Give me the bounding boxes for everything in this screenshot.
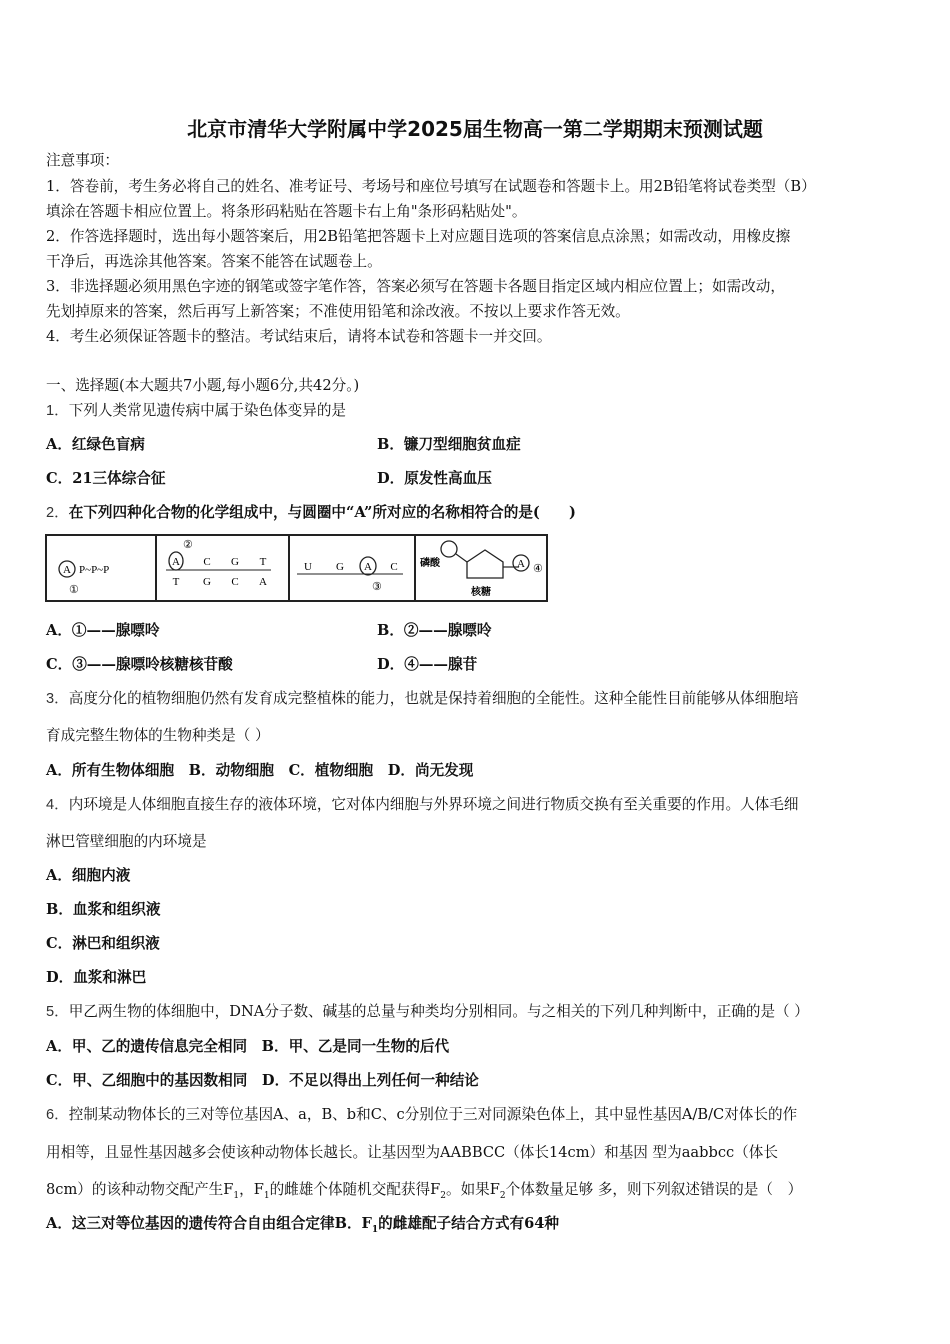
q2-option-a: A．①——腺嘌呤 xyxy=(46,622,160,639)
q4-option-a: A．细胞内液 xyxy=(46,867,131,884)
ribose-pentagon xyxy=(467,550,503,578)
note-2-line-2: 干净后，再选涂其他答案。答案不能答在试题卷上。 xyxy=(46,253,382,270)
dna-bottom-1: T xyxy=(172,576,180,588)
question-6-stem-2: 用相等，且显性基因越多会使该种动物体长越长。让基因型为AABBCC（体长14cm）和基因 型为aabbcc（体长 xyxy=(46,1144,778,1161)
q4-option-b: B．血浆和组织液 xyxy=(46,901,161,918)
question-6-stem-3 xyxy=(46,1180,916,1206)
q6-option-ab xyxy=(46,1214,916,1240)
note-3-line-2: 先划掉原来的答案，然后再写上新答案；不准使用铅笔和涂改液。不按以上要求作答无效。 xyxy=(46,303,630,320)
mark-4: ④ xyxy=(533,562,543,575)
question-3-text-1: 高度分化的植物细胞仍然有发育成完整植株的能力，也就是保持着细胞的全能性。这种全能性目前能够从体细胞培 xyxy=(68,690,799,707)
q1-option-d: D．原发性高血压 xyxy=(377,470,492,487)
q6-s3c: 的雌雄个体随机交配获得F xyxy=(269,1181,441,1198)
atp-phosphates: P~P~P xyxy=(79,564,110,576)
dna-bottom-4: A xyxy=(259,576,267,588)
rna-1: U xyxy=(304,561,312,573)
q6-s3b: ，F xyxy=(239,1181,264,1198)
q4-option-c: C．淋巴和组织液 xyxy=(46,935,160,952)
q6-sub-a: 1 xyxy=(233,1190,240,1201)
question-6-number: 6． xyxy=(46,1107,69,1123)
note-2-line-1: 2．作答选择题时，选出每小题答案后，用2B铅笔把答题卡上对应题目选项的答案信息点涂黑；如需改动，用橡皮擦 xyxy=(46,228,791,245)
question-1-text: 下列人类常见遗传病中属于染色体变异的是 xyxy=(68,402,347,419)
q6-sub-c: 2 xyxy=(440,1190,446,1201)
q2-option-b: B．②——腺嘌呤 xyxy=(377,622,492,639)
mark-1: ① xyxy=(69,583,79,596)
q6-s3d: 。如果F xyxy=(445,1181,500,1198)
dna-bottom-3: C xyxy=(231,576,239,588)
question-4-number: 4． xyxy=(46,797,69,813)
question-4-stem-1 xyxy=(46,795,916,815)
question-1-number: 1． xyxy=(46,403,69,419)
dna-bottom-2: G xyxy=(203,576,211,588)
phosphate-circle xyxy=(441,541,457,557)
question-5-stem xyxy=(46,1002,916,1022)
question-5-text: 甲乙两生物的体细胞中，DNA分子数、碱基的总量与种类均分别相同。与之相关的下列几种判断中，正确的是（ ） xyxy=(68,1003,809,1020)
note-1-line-1: 1．答卷前，考生务必将自己的姓名、准考证号、考场号和座位号填写在试题卷和答题卡上。用2B铅笔将试卷类型（B） xyxy=(46,178,816,195)
page-title: 北京市清华大学附属中学2025届生物高一第二学期期末预测试题 xyxy=(187,117,763,141)
base-letter: A xyxy=(517,558,525,570)
question-3-number: 3． xyxy=(46,691,69,707)
q6-option-b: 的雌雄配子结合方式有64种 xyxy=(378,1215,560,1232)
dna-top-2: C xyxy=(203,556,211,568)
q2-option-d: D．④——腺苷 xyxy=(377,656,478,673)
mark-2: ② xyxy=(183,538,193,551)
q2-option-c: C．③——腺嘌呤核糖核苷酸 xyxy=(46,656,233,673)
atp-circle-letter: A xyxy=(63,564,71,576)
question-1-stem xyxy=(46,401,916,421)
section-heading: 一、选择题(本大题共7小题,每小题6分,共42分。) xyxy=(46,377,360,394)
rna-3: A xyxy=(364,561,372,573)
ribose-label: 核糖 xyxy=(471,587,491,598)
q6-sub-d: 2 xyxy=(499,1190,506,1201)
phosphate-bond xyxy=(456,554,467,562)
dna-top-1: A xyxy=(172,556,180,568)
q6-sub-e: 1 xyxy=(371,1224,379,1235)
notes-heading: 注意事项： xyxy=(46,152,119,169)
note-3-line-1: 3．非选择题必须用黑色字迹的钢笔或签字笔作答，答案必须写在答题卡各题目指定区域内相应位置上；如需改动， xyxy=(46,278,785,295)
dna-top-3: G xyxy=(231,556,239,568)
dna-top-4: T xyxy=(259,556,267,568)
question-2-number: 2． xyxy=(46,505,69,521)
phosphate-label: 磷酸 xyxy=(420,558,440,569)
question-6-text-1: 控制某动物体长的三对等位基因A、a，B、b和C、c分别位于三对同源染色体上，其中显性基因A/B/C对体长的作 xyxy=(68,1106,798,1123)
note-4: 4．考生必须保证答题卡的整洁。考试结束后，请将本试卷和答题卡一并交回。 xyxy=(46,328,552,345)
rna-2: G xyxy=(336,561,344,573)
question-2-stem xyxy=(46,503,916,523)
question-3-stem-1 xyxy=(46,689,916,709)
q1-option-c: C．21三体综合征 xyxy=(46,470,166,487)
q5-options-cd: C．甲、乙细胞中的基因数相同 D．不足以得出上列任何一种结论 xyxy=(46,1072,479,1089)
q6-sub-b: 1 xyxy=(263,1190,270,1201)
note-1-line-2: 填涂在答题卡相应位置上。将条形码粘贴在答题卡右上角"条形码粘贴处"。 xyxy=(46,203,527,220)
q1-option-b: B．镰刀型细胞贫血症 xyxy=(377,436,521,453)
question-4-text-1: 内环境是人体细胞直接生存的液体环境，它对体内细胞与外界环境之间进行物质交换有至关重要的作用。人体毛细 xyxy=(68,796,799,813)
question-4-stem-2: 淋巴管壁细胞的内环境是 xyxy=(46,833,207,850)
q2-compound-figure xyxy=(45,534,548,602)
q6-option-a: A．这三对等位基因的遗传符合自由组合定律B．F xyxy=(46,1215,372,1232)
q5-options-ab: A．甲、乙的遗传信息完全相同 B．甲、乙是同一生物的后代 xyxy=(46,1038,450,1055)
q6-s3a: 8cm）的该种动物交配产生F xyxy=(46,1181,234,1198)
mark-3: ③ xyxy=(372,580,382,593)
rna-4: C xyxy=(390,561,398,573)
q3-options: A．所有生物体细胞 B．动物细胞 C．植物细胞 D．尚无发现 xyxy=(46,762,474,779)
question-2-text: 在下列四种化合物的化学组成中，与圆圈中“A”所对应的名称相符合的是( ) xyxy=(68,504,576,521)
question-6-stem-1 xyxy=(46,1105,916,1125)
q6-s3e: 个体数量足够 多，则下列叙述错误的是（ ） xyxy=(505,1181,803,1198)
question-3-stem-2: 育成完整生物体的生物种类是（ ） xyxy=(46,727,270,744)
question-5-number: 5． xyxy=(46,1004,69,1020)
q1-option-a: A．红绿色盲病 xyxy=(46,436,145,453)
q4-option-d: D．血浆和淋巴 xyxy=(46,969,147,986)
